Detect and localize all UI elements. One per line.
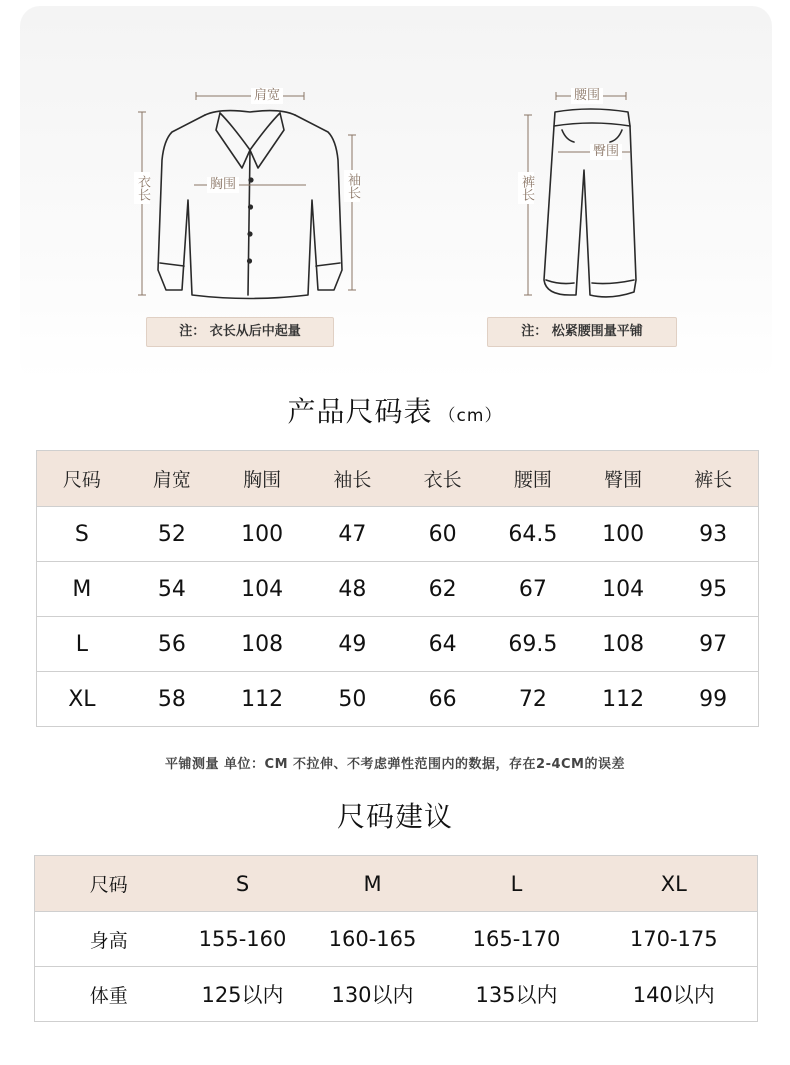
- size-chart-title: [0, 390, 790, 430]
- recommendation-table: [34, 855, 758, 1022]
- table-cell: 69.5: [488, 617, 578, 672]
- table-cell: 67: [488, 562, 578, 617]
- shirt-length-label: 衣长: [134, 172, 150, 204]
- table-row: [37, 672, 759, 727]
- size-chart-unit: （cm）: [438, 406, 503, 426]
- shoulder-width-label: 肩宽: [251, 88, 283, 104]
- size-chart-header-cell: 裤长: [668, 451, 758, 507]
- table-cell: 49: [307, 617, 397, 672]
- table-cell: 97: [668, 617, 758, 672]
- sleeve-length-label: 袖长: [344, 170, 360, 202]
- table-cell: 125以内: [183, 967, 303, 1022]
- table-row: [35, 967, 758, 1022]
- table-cell: 95: [668, 562, 758, 617]
- table-cell: 165-170: [443, 912, 591, 967]
- table-cell: 48: [307, 562, 397, 617]
- recommendation-header-row: [35, 856, 758, 912]
- table-cell: 体重: [35, 967, 183, 1022]
- table-cell: 52: [127, 507, 217, 562]
- recommendation-header-cell: L: [443, 856, 591, 912]
- table-cell: M: [37, 562, 127, 617]
- size-chart-header-cell: 袖长: [307, 451, 397, 507]
- table-cell: 104: [217, 562, 307, 617]
- table-cell: 104: [578, 562, 668, 617]
- size-chart-header-cell: 尺码: [37, 451, 127, 507]
- table-cell: 130以内: [303, 967, 443, 1022]
- table-cell: 100: [578, 507, 668, 562]
- size-chart-header-cell: 衣长: [398, 451, 488, 507]
- recommendation-header-cell: M: [303, 856, 443, 912]
- waist-label: 腰围: [571, 88, 603, 104]
- table-row: [37, 507, 759, 562]
- table-cell: 112: [217, 672, 307, 727]
- pants-note: 注： 松紧腰围量平铺: [487, 317, 677, 347]
- table-cell: 62: [398, 562, 488, 617]
- size-chart-header-cell: 腰围: [488, 451, 578, 507]
- size-chart-header-cell: 臀围: [578, 451, 668, 507]
- table-row: [37, 562, 759, 617]
- size-chart-header-cell: 肩宽: [127, 451, 217, 507]
- table-cell: 140以内: [591, 967, 758, 1022]
- table-cell: 100: [217, 507, 307, 562]
- table-cell: 56: [127, 617, 217, 672]
- table-cell: 54: [127, 562, 217, 617]
- table-row: [37, 617, 759, 672]
- table-cell: 112: [578, 672, 668, 727]
- recommendation-header-cell: XL: [591, 856, 758, 912]
- measurement-footnote: 平铺测量 单位：CM 不拉伸、不考虑弹性范围内的数据，存在2-4CM的误差: [165, 757, 625, 772]
- table-cell: 108: [578, 617, 668, 672]
- table-cell: 50: [307, 672, 397, 727]
- table-cell: 64: [398, 617, 488, 672]
- table-cell: 155-160: [183, 912, 303, 967]
- table-cell: 108: [217, 617, 307, 672]
- size-chart-header-cell: 胸围: [217, 451, 307, 507]
- table-cell: 47: [307, 507, 397, 562]
- size-chart-title-text: 产品尺码表: [287, 395, 433, 428]
- table-cell: 135以内: [443, 967, 591, 1022]
- table-cell: L: [37, 617, 127, 672]
- size-chart-header-row: [37, 451, 759, 507]
- table-cell: 60: [398, 507, 488, 562]
- table-cell: 64.5: [488, 507, 578, 562]
- shirt-note: 注： 衣长从后中起量: [146, 317, 334, 347]
- shirt-chest-label: 胸围: [207, 177, 239, 193]
- table-cell: S: [37, 507, 127, 562]
- table-cell: 170-175: [591, 912, 758, 967]
- shirt-illustration: [120, 80, 380, 310]
- table-cell: XL: [37, 672, 127, 727]
- table-cell: 58: [127, 672, 217, 727]
- hip-label: 臀围: [590, 144, 622, 160]
- table-cell: 93: [668, 507, 758, 562]
- size-chart-table: [36, 450, 759, 727]
- table-cell: 72: [488, 672, 578, 727]
- recommendation-title: 尺码建议: [336, 800, 453, 833]
- table-row: [35, 912, 758, 967]
- table-cell: 身高: [35, 912, 183, 967]
- table-cell: 160-165: [303, 912, 443, 967]
- table-cell: 99: [668, 672, 758, 727]
- pants-length-label: 裤长: [518, 172, 534, 204]
- recommendation-header-cell: S: [183, 856, 303, 912]
- table-cell: 66: [398, 672, 488, 727]
- shirt-diagram: [120, 80, 380, 310]
- recommendation-header-cell: 尺码: [35, 856, 183, 912]
